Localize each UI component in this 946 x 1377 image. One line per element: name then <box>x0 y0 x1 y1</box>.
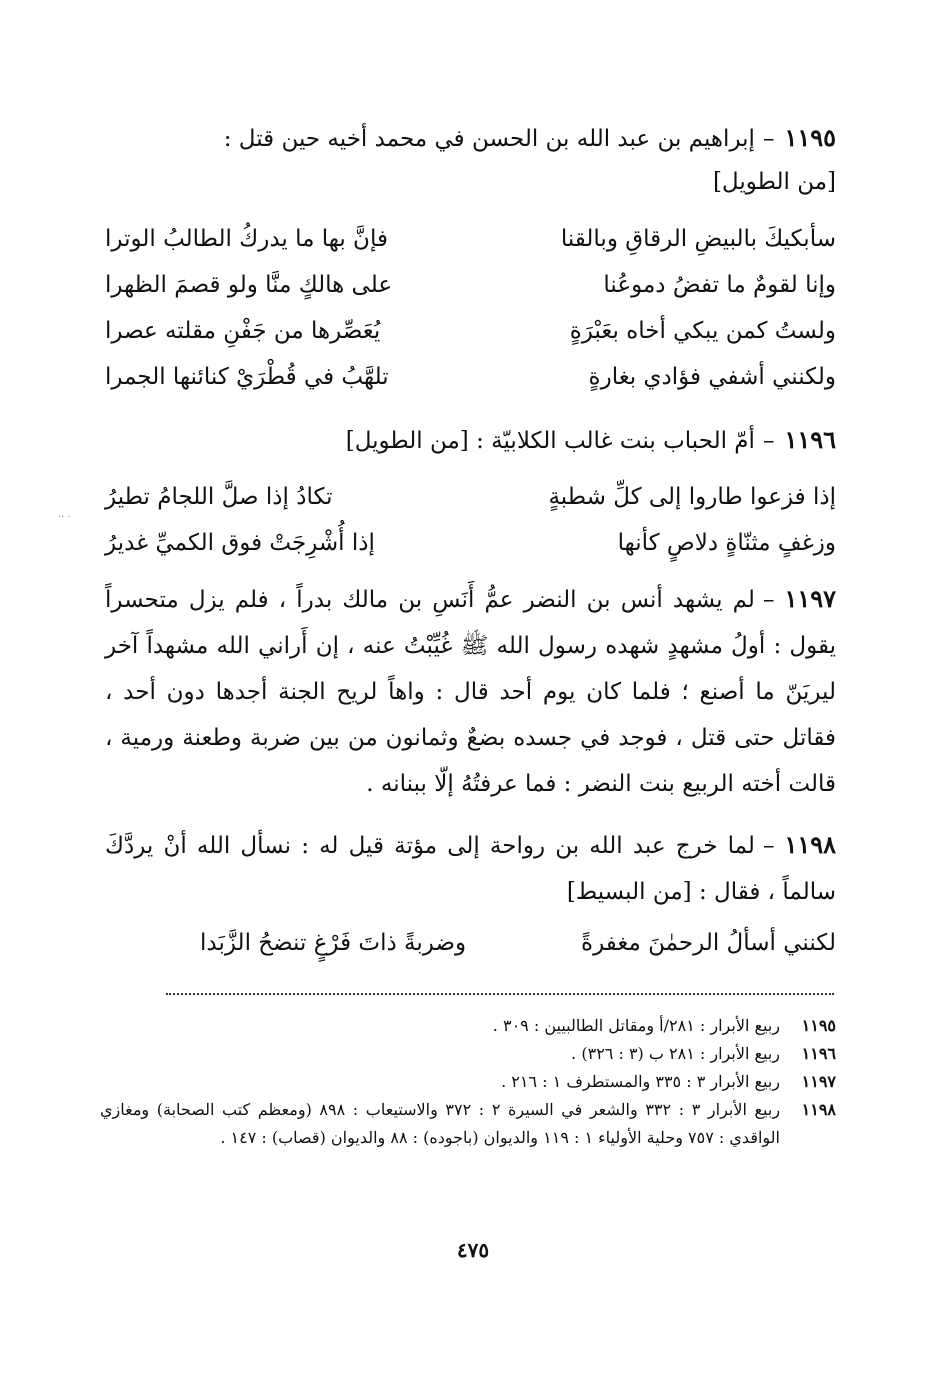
entry-1196-heading: ١١٩٦–أمّ الحباب بنت غالب الكلابيّة : [من الطويل] <box>345 425 836 454</box>
entry-text: لما خرج عبد الله بن رواحة إلى مؤتة قيل له : نسأل الله أنْ يردَّكَ سالماً ، فقال : <box>105 833 836 905</box>
entry-text: إبراهيم بن عبد الله بن الحسن في محمد أخيه حين قتل : <box>223 126 755 152</box>
verse-first-hemistich: إذا فزعوا طاروا إلى كلِّ شطبةٍ <box>548 484 836 510</box>
entry-1195-heading: ١١٩٥–إبراهيم بن عبد الله بن الحسن في محمد أخيه حين قتل : <box>223 123 836 152</box>
verse-second-hemistich: إذا أُشْرِجَتْ فوق الكميِّ غديرُ <box>105 530 375 556</box>
meter-label: [من الطويل] <box>345 428 469 454</box>
verse-first-hemistich: ولستُ كمن يبكي أخاه بعَبْرَةٍ <box>569 318 836 344</box>
verse-second-hemistich: يُعَصِّرها من جَفْنِ مقلته عصرا <box>105 318 381 344</box>
entry-text: أمّ الحباب بنت غالب الكلابيّة : <box>476 428 755 454</box>
entry-1197-paragraph: ١١٩٧–لم يشهد أنس بن النضر عمُّ أَنَسِ بن مالك بدراً ، فلم يزل متحسراً يقول : أولُ مشهدٍ شهده رسول الله ﷺ غُيِّبْتُ عنه ، إن أَراني الله مشهداً آخر ليريَنّ ما أصنع ؛ فلما كان يوم أحد قال : واهاً لريح الجنة أجدها دون أحد ، فقاتل حتى قتل ، فوجد في جسده بضعٌ وثمانون من بين ضربة وطعنة ورمية ، قالت أخته الربيع بنت النضر : فما عرفتُهُ إلّا ببنانه . <box>105 584 836 797</box>
verse-first-hemistich: ولكنني أشفي فؤادي بغارةٍ <box>588 364 836 390</box>
entry-text: لم يشهد أنس بن النضر عمُّ أَنَسِ بن مالك بدراً ، فلم يزل متحسراً يقول : أولُ مشهدٍ شهده رسول الله ﷺ غُيِّبْتُ عنه ، إن أَراني الله مشهداً آخر ليريَنّ ما أصنع ؛ فلما كان يوم أحد قال : واهاً لريح الجنة أجدها دون أحد ، فقاتل حتى قتل ، فوجد في جسده بضعٌ وثمانون من بين ضربة وطعنة ورمية ، قالت أخته الربيع بنت النضر : فما عرفتُهُ إلّا ببنانه . <box>105 587 836 797</box>
verse-second-hemistich: تكادُ إذا صلَّ اللجامُ تطيرُ <box>105 484 333 510</box>
meter-label: [من الطويل] <box>712 169 836 195</box>
verse-line <box>105 308 836 354</box>
footnote-text: ربيع الأبرار ٣ : ٣٣٥ والمستطرف ١ : ٢١٦ . <box>501 1072 780 1091</box>
entry-number: ١١٩٨ <box>784 830 836 859</box>
meter-label: [من البسيط] <box>566 879 692 905</box>
entry-1198-paragraph: ١١٩٨–لما خرج عبد الله بن رواحة إلى مؤتة قيل له : نسأل الله أنْ يردَّكَ سالماً ، فقال : [من البسيط] <box>105 830 836 905</box>
footnote-text: ربيع الأبرار : ٢٨١/أ ومقاتل الطالبيين : ٣٠٩ . <box>492 1016 780 1035</box>
verse-line <box>105 216 836 262</box>
entry-1195-meter <box>100 162 836 202</box>
verse-line <box>105 474 836 520</box>
footnote-text: ربيع الأبرار : ٢٨١ ب (٣ : ٣٢٦) . <box>571 1044 780 1063</box>
verse-first-hemistich: وزغفٍ مثنّاةٍ دلاصٍ كأنها <box>617 530 836 556</box>
verse-line <box>200 920 836 966</box>
footnotes <box>100 1012 836 1152</box>
footnote-item <box>100 1012 836 1040</box>
entry-number: ١١٩٥ <box>784 123 836 152</box>
footnote-item <box>100 1068 836 1096</box>
entry-number: ١١٩٦ <box>784 425 836 454</box>
verse-second-hemistich: تلهَّبُ في قُطْرَيْ كنائنها الجمرا <box>105 364 389 390</box>
footnote-number: ١١٩٥ <box>801 1016 836 1035</box>
verse-second-hemistich: وضربةً ذاتَ فَرْغٍ تنضحُ الزَّبَدا <box>200 930 467 956</box>
verse-second-hemistich: فإنَّ بها ما يدركُ الطالبُ الوترا <box>105 226 388 252</box>
verse-first-hemistich: سأبكيكَ بالبيضِ الرقاقِ وبالقنا <box>560 226 836 252</box>
footnote-item <box>100 1040 836 1068</box>
footnote-number: ١١٩٦ <box>801 1044 836 1063</box>
footnote-number: ١١٩٨ <box>801 1100 836 1119</box>
footnote-item <box>100 1096 836 1152</box>
footnote-separator <box>166 993 834 995</box>
entry-number: ١١٩٧ <box>784 584 836 613</box>
page-number: ٤٧٥ <box>456 1238 490 1262</box>
verse-first-hemistich: لكنني أسألُ الرحمٰنَ مغفرةً <box>581 930 836 956</box>
verse-second-hemistich: على هالكٍ منَّا ولو قصمَ الظهرا <box>105 272 393 298</box>
verse-line <box>105 520 836 566</box>
verse-line <box>105 354 836 400</box>
footnote-text: ربيع الأبرار ٣ : ٣٣٢ والشعر في السيرة ٢ : ٣٧٢ والاستيعاب : ٨٩٨ (ومعظم كتب الصحابة) ومغازي الواقدي : ٧٥٧ وحلية الأولياء ١ : ١١٩ والديوان (باجوده) : ٨٨ والديوان (قصاب) : ١٤٧ . <box>100 1100 781 1147</box>
verse-line <box>105 262 836 308</box>
footnote-number: ١١٩٧ <box>801 1072 836 1091</box>
stray-mark: ·· · <box>58 512 71 523</box>
verse-first-hemistich: وإنا لقومٌ ما تفضُ دموعُنا <box>603 272 836 298</box>
